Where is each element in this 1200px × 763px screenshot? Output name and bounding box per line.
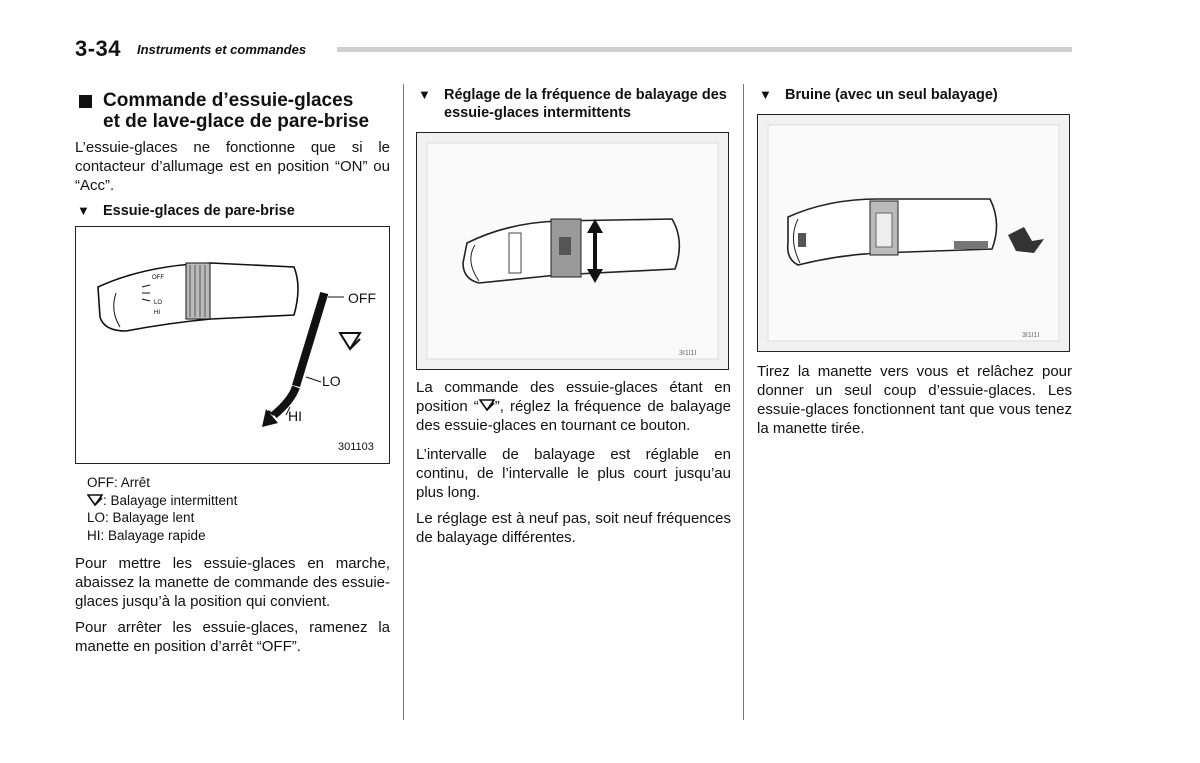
column-divider xyxy=(403,84,404,720)
label-lo: LO xyxy=(322,373,341,389)
interval-knob-illustration xyxy=(417,133,728,369)
page-number: 3-34 xyxy=(75,36,122,61)
page-header xyxy=(75,36,1072,60)
triangle-bullet-icon: ▼ xyxy=(418,87,431,102)
column-middle xyxy=(416,86,731,554)
mist-lever-illustration xyxy=(758,115,1069,351)
legend-item xyxy=(87,492,390,510)
intermittent-wiper-icon xyxy=(479,399,495,411)
svg-text:LO: LO xyxy=(154,300,163,306)
subheading xyxy=(416,86,731,122)
column-left xyxy=(75,86,390,663)
section-title xyxy=(75,90,390,132)
square-bullet-icon xyxy=(79,95,92,108)
section-title-line: et de lave-glace de pare-brise xyxy=(103,111,370,132)
svg-text:3I1I1I: 3I1I1I xyxy=(679,350,697,357)
paragraph: Le réglage est à neuf pas, soit neuf fréquences de balayage différentes. xyxy=(416,510,731,546)
subheading xyxy=(757,86,1072,104)
subheading-text: Essuie-glaces de pare-brise xyxy=(103,203,295,219)
paragraph: Pour arrêter les essuie-glaces, ramenez la manette en position d’arrêt “OFF”. xyxy=(75,619,390,655)
column-divider xyxy=(743,84,744,720)
legend-item-text: : Balayage intermittent xyxy=(103,492,238,508)
paragraph: L’intervalle de balayage est réglable en continu, de l’intervalle le plus court jusqu’au plus long. xyxy=(416,446,731,501)
label-off: OFF xyxy=(348,290,376,306)
wiper-lever-figure xyxy=(75,226,390,464)
legend-item: HI: Balayage rapide xyxy=(87,527,206,543)
triangle-bullet-icon: ▼ xyxy=(759,87,772,102)
subheading xyxy=(75,202,390,220)
figure-legend xyxy=(87,474,390,544)
paragraph xyxy=(416,378,731,435)
legend-item: LO: Balayage lent xyxy=(87,510,195,525)
intermittent-wiper-icon xyxy=(340,333,360,349)
section-title-line: Commande d’essuie-glaces xyxy=(103,90,354,111)
interval-knob-figure xyxy=(416,132,729,370)
paragraph-text: La commande des essuie-glaces étant en position “ xyxy=(416,379,731,415)
triangle-bullet-icon: ▼ xyxy=(77,203,90,218)
paragraph: Tirez la manette vers vous et relâchez pour donner un seul coup d’essuie-glaces. Les essuie-glaces fonctionnent tant que vous tenez la manette tirée. xyxy=(757,363,1072,437)
legend-item: OFF: Arrêt xyxy=(87,475,151,490)
header-rule xyxy=(337,47,1072,52)
label-hi: HI xyxy=(288,408,302,424)
chapter-title: Instruments et commandes xyxy=(137,42,307,57)
paragraph-text: ”, réglez la fréquence de balayage des essuie-glaces en tournant ce bouton. xyxy=(416,398,731,434)
wiper-lever-illustration xyxy=(76,227,389,463)
intermittent-wiper-icon xyxy=(87,494,103,506)
subheading-text: Bruine (avec un seul balayage) xyxy=(785,87,998,103)
svg-text:3I1I1I: 3I1I1I xyxy=(1022,332,1040,339)
mist-lever-figure xyxy=(757,114,1070,352)
svg-text:HI: HI xyxy=(154,310,160,316)
intro-paragraph: L’essuie-glaces ne fonctionne que si le contacteur d’allumage est en position “ON” ou “Acc”. xyxy=(75,139,390,194)
svg-text:OFF: OFF xyxy=(152,275,164,281)
column-right xyxy=(757,86,1072,445)
subheading-text: Réglage de la fréquence de balayage des essuie-glaces intermittents xyxy=(444,87,727,121)
paragraph: Pour mettre les essuie-glaces en marche, abaissez la manette de commande des essuie-glaces jusqu’à la position qui convient. xyxy=(75,555,390,610)
figure-number: 301103 xyxy=(338,441,374,453)
